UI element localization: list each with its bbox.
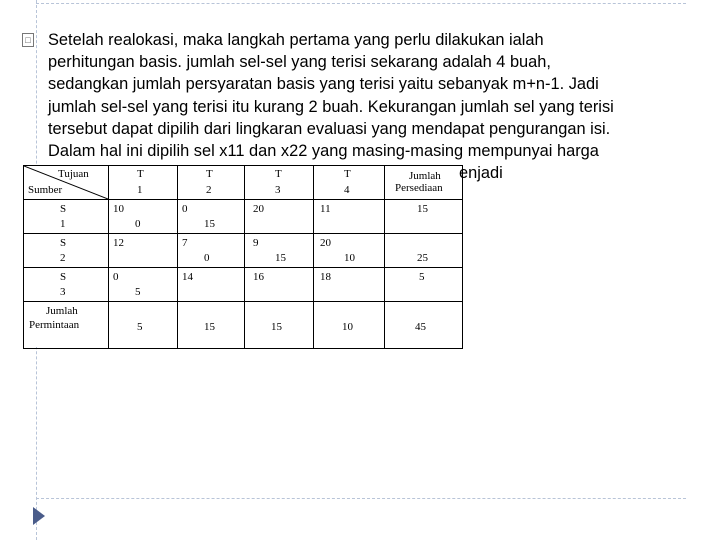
- table-cell: [314, 200, 385, 234]
- paragraph-line: sedangkan jumlah persyaratan basis yang terisi yaitu sebanyak m+n-1. Jadi: [48, 75, 599, 94]
- cell-cost: 0: [182, 203, 188, 215]
- supply-header: [385, 166, 463, 200]
- supply-value: 5: [419, 271, 425, 283]
- table-cell: [314, 268, 385, 302]
- cell-cost: 0: [113, 271, 119, 283]
- column-header-t3: [245, 166, 314, 200]
- cell-cost: 20: [320, 237, 331, 249]
- row-number: 3: [60, 286, 66, 298]
- column-header-t4: [314, 166, 385, 200]
- column-header-t2: [178, 166, 245, 200]
- supply-header-line1: Jumlah: [409, 170, 441, 182]
- row-header-s1: [24, 200, 109, 234]
- cell-allocation: 0: [135, 218, 141, 230]
- demand-value: 15: [204, 321, 215, 333]
- column-letter: T: [137, 168, 144, 180]
- supply-header-line2: Persediaan: [395, 182, 443, 194]
- supply-cell: [385, 234, 463, 268]
- cell-allocation: 0: [204, 252, 210, 264]
- paragraph-line: perhitungan basis. jumlah sel-sel yang terisi sekarang adalah 4 buah,: [48, 53, 551, 72]
- table-cell: [178, 200, 245, 234]
- paragraph-line: Dalam hal ini dipilih sel x11 dan x22 yang masing-masing mempunyai harga: [48, 142, 599, 161]
- table-cell: [245, 234, 314, 268]
- row-header-s3: [24, 268, 109, 302]
- column-number: 3: [275, 184, 281, 196]
- table-cell: [109, 200, 178, 234]
- demand-cell: [245, 302, 314, 349]
- supply-cell: [385, 268, 463, 302]
- row-number: 2: [60, 252, 66, 264]
- supply-cell: [385, 200, 463, 234]
- paragraph-line: jumlah sel-sel yang terisi itu kurang 2 buah. Kekurangan jumlah sel yang terisi: [48, 97, 614, 116]
- demand-value: 15: [271, 321, 282, 333]
- cell-cost: 14: [182, 271, 193, 283]
- row-letter: S: [60, 237, 67, 249]
- next-slide-arrow-icon[interactable]: [33, 507, 45, 525]
- demand-total-value: 45: [415, 321, 426, 333]
- cell-cost: 7: [182, 237, 188, 249]
- column-letter: T: [275, 168, 282, 180]
- table-cell: [178, 234, 245, 268]
- column-number: 1: [137, 184, 143, 196]
- supply-value: 25: [417, 252, 428, 264]
- cell-cost: 12: [113, 237, 124, 249]
- column-header-t1: [109, 166, 178, 200]
- table-cell: [314, 234, 385, 268]
- table-cell: [109, 268, 178, 302]
- paragraph-line: tersebut dapat dipilih dari lingkaran evaluasi yang mendapat pengurangan isi.: [48, 119, 611, 138]
- demand-header-line2: Permintaan: [29, 319, 80, 331]
- table-cell: [245, 200, 314, 234]
- demand-header: [24, 302, 109, 349]
- demand-cell: [314, 302, 385, 349]
- demand-header-line1: Jumlah: [46, 305, 78, 317]
- demand-value: 10: [342, 321, 353, 333]
- table-cell: [109, 234, 178, 268]
- cell-cost: 18: [320, 271, 331, 283]
- cell-allocation: 5: [135, 286, 141, 298]
- column-letter: T: [206, 168, 213, 180]
- corner-tujuan-label: Tujuan: [58, 168, 89, 180]
- table-cell: [178, 268, 245, 302]
- row-header-s2: [24, 234, 109, 268]
- body-paragraph: [48, 29, 688, 184]
- cell-cost: 20: [253, 203, 264, 215]
- transportation-table: [23, 165, 456, 347]
- column-number: 4: [344, 184, 350, 196]
- paragraph-line-tail: enjadi: [459, 164, 503, 183]
- demand-value: 5: [137, 321, 143, 333]
- paragraph-line: Setelah realokasi, maka langkah pertama yang perlu dilakukan ialah: [48, 31, 544, 49]
- cell-allocation: 15: [204, 218, 215, 230]
- row-letter: S: [60, 271, 67, 283]
- demand-cell: [109, 302, 178, 349]
- column-letter: T: [344, 168, 351, 180]
- supply-value: 15: [417, 203, 428, 215]
- corner-cell: [24, 166, 109, 200]
- row-number: 1: [60, 218, 66, 230]
- missing-glyph-bullet-icon: □: [22, 33, 34, 47]
- cell-allocation: 15: [275, 252, 286, 264]
- column-number: 2: [206, 184, 212, 196]
- demand-total-cell: [385, 302, 463, 349]
- demand-cell: [178, 302, 245, 349]
- slide-bottom-guide: [36, 498, 686, 499]
- table-cell: [245, 268, 314, 302]
- cell-cost: 11: [320, 203, 331, 215]
- cell-cost: 16: [253, 271, 264, 283]
- slide-top-guide: [36, 3, 686, 4]
- cell-allocation: 10: [344, 252, 355, 264]
- cell-cost: 9: [253, 237, 259, 249]
- row-letter: S: [60, 203, 67, 215]
- cell-cost: 10: [113, 203, 124, 215]
- corner-sumber-label: Sumber: [28, 184, 63, 196]
